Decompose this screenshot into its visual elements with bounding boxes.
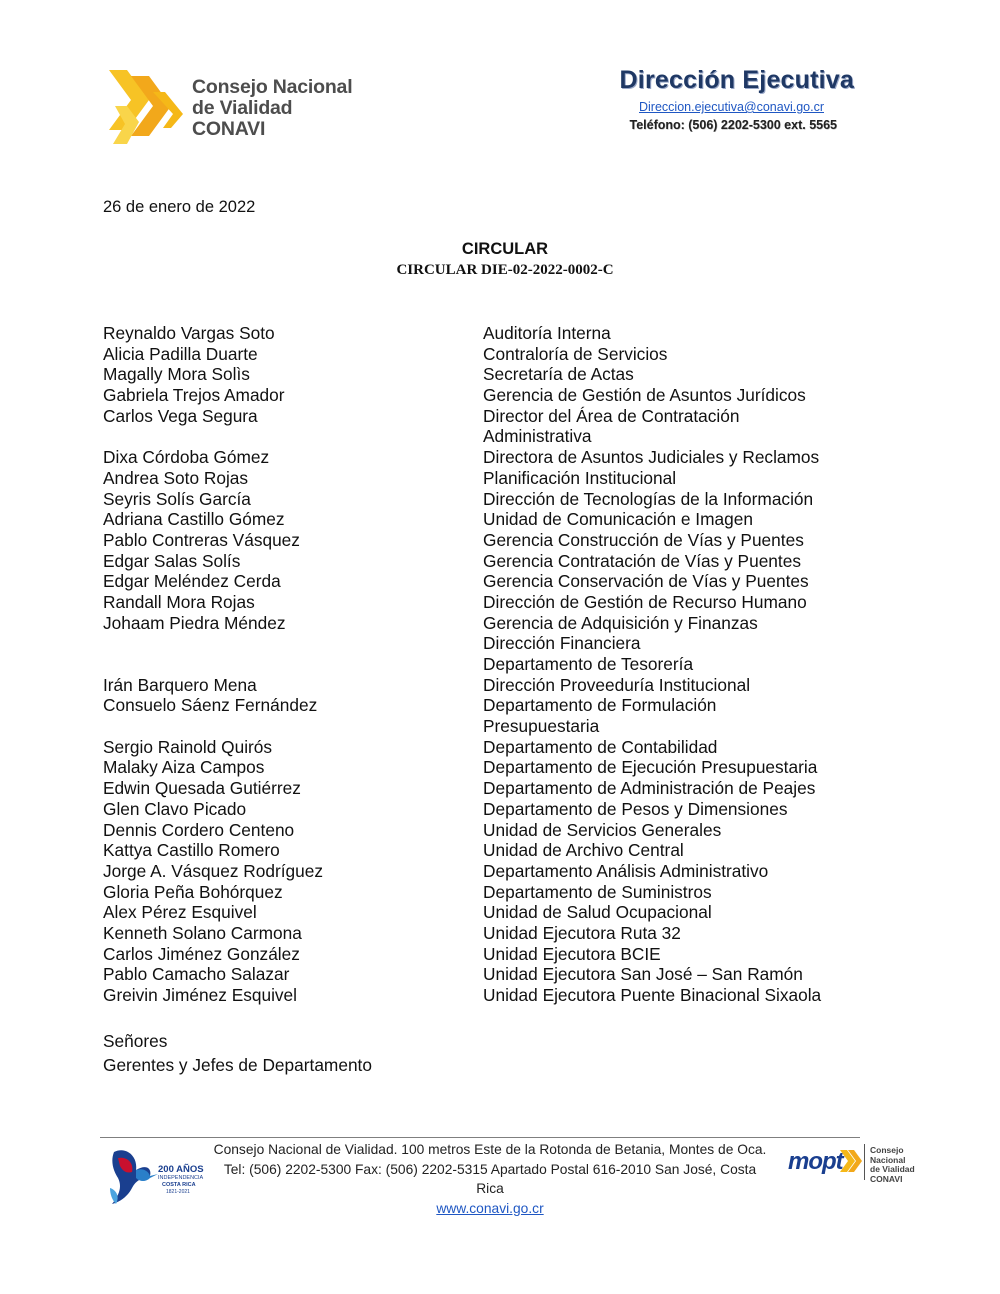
- recipient-name: Reynaldo Vargas Soto: [103, 323, 275, 343]
- recipient-unit: Dirección de Gestión de Recurso Humano: [483, 591, 807, 612]
- recipient-unit: Auditoría Interna: [483, 323, 611, 343]
- salutation: [103, 1030, 372, 1077]
- recipient-name: Edgar Meléndez Cerda: [103, 571, 281, 592]
- mopt-logo: [786, 1142, 936, 1182]
- recipient-name: Edgar Salas Solís: [103, 550, 241, 571]
- recipient-unit: Unidad Ejecutora San José – San Ramón: [483, 964, 803, 985]
- recipient-name: Randall Mora Rojas: [103, 591, 255, 612]
- recipient-unit: Gerencia Conservación de Vías y Puentes: [483, 571, 809, 592]
- recipient-unit: Unidad de Archivo Central: [483, 840, 684, 861]
- mopt-divider: [864, 1144, 865, 1180]
- mini-logo-line-3: CONAVI: [870, 1173, 903, 1184]
- recipient-name: Alex Pérez Esquivel: [103, 902, 257, 923]
- document-heading: CIRCULAR: [461, 240, 549, 258]
- recipient-name: [103, 716, 453, 737]
- recipient-unit: Departamento de Pesos y Dimensiones: [483, 798, 788, 819]
- mini-logo-line-2: de Vialidad: [870, 1164, 915, 1174]
- recipient-name: Malaky Aiza Campos: [103, 757, 265, 778]
- logo-line-1: Consejo Nacional: [192, 76, 353, 98]
- footer-website-link[interactable]: www.conavi.go.cr: [436, 1200, 544, 1216]
- bicentennial-logo: [106, 1138, 214, 1210]
- logo-line-2: de Vialidad: [192, 97, 293, 119]
- bicentennial-line-3: COSTA RICA: [162, 1182, 196, 1188]
- footer-address: [210, 1140, 770, 1218]
- recipient-units-column: [483, 323, 863, 1006]
- recipient-name: Kattya Castillo Romero: [103, 840, 280, 861]
- recipient-unit: Unidad de Servicios Generales: [483, 819, 722, 840]
- recipient-name: Consuelo Sáenz Fernández: [103, 695, 318, 716]
- header-email-link[interactable]: Direccion.ejecutiva@conavi.go.cr: [639, 100, 824, 114]
- footer-line-2: Tel: (506) 2202-5300 Fax: (506) 2202-5315 Apartado Postal 616-2010 San José, Costa Rica: [223, 1161, 757, 1196]
- footer-line-1: Consejo Nacional de Vialidad. 100 metros Este de la Rotonda de Betania, Montes de Oca.: [213, 1142, 767, 1157]
- recipient-unit: Departamento de Formulación: [483, 695, 717, 716]
- document-reference: CIRCULAR DIE-02-2022-0002-C: [396, 262, 614, 278]
- recipient-name: Irán Barquero Mena: [103, 674, 257, 695]
- recipient-unit: Unidad Ejecutora Ruta 32: [483, 922, 681, 943]
- recipient-name: Gabriela Trejos Amador: [103, 385, 285, 406]
- recipient-unit: Departamento de Tesorería: [483, 654, 694, 674]
- recipient-unit: Administrativa: [483, 426, 592, 447]
- recipient-name: Kenneth Solano Carmona: [103, 922, 302, 943]
- recipient-unit: Gerencia de Adquisición y Finanzas: [483, 612, 758, 633]
- recipient-name: Glen Clavo Picado: [103, 798, 247, 819]
- recipient-unit: Departamento Análisis Administrativo: [483, 860, 769, 881]
- recipient-name: Andrea Soto Rojas: [103, 467, 249, 488]
- mopt-chevron-icon: [840, 1148, 862, 1174]
- recipient-name: Johaam Piedra Méndez: [103, 612, 286, 633]
- recipient-name: Edwin Quesada Gutiérrez: [103, 778, 301, 799]
- recipient-unit: Gerencia Contratación de Vías y Puentes: [483, 550, 801, 571]
- recipient-unit: Directora de Asuntos Judiciales y Reclamos: [483, 447, 820, 468]
- recipient-name: Magally Mora Solìs: [103, 364, 250, 385]
- mopt-wordmark: mopt: [788, 1148, 843, 1175]
- recipient-names-column: [103, 323, 453, 1006]
- document-date: 26 de enero de 2022: [103, 198, 256, 216]
- recipient-name: Sergio Rainold Quirós: [103, 736, 273, 757]
- recipient-unit: Departamento de Ejecución Presupuestaria: [483, 757, 818, 778]
- recipient-name: Pablo Camacho Salazar: [103, 964, 290, 985]
- recipient-name: Carlos Jiménez González: [103, 943, 300, 964]
- recipient-unit: Departamento de Administración de Peajes: [483, 778, 816, 799]
- header-phone: Teléfono: (506) 2202-5300 ext. 5565: [629, 118, 837, 132]
- recipient-name: [103, 426, 453, 447]
- recipient-name: Adriana Castillo Gómez: [103, 509, 285, 530]
- recipient-unit: Departamento de Contabilidad: [483, 736, 718, 757]
- mini-conavi-text: [870, 1146, 936, 1184]
- recipient-unit: Departamento de Suministros: [483, 881, 712, 902]
- recipient-unit: Unidad de Salud Ocupacional: [483, 902, 712, 923]
- recipient-unit: Director del Área de Contratación: [483, 405, 740, 426]
- recipient-unit: Contraloría de Servicios: [483, 343, 668, 364]
- logo-line-3: CONAVI: [192, 118, 266, 140]
- mini-logo-line-1: Consejo Nacional: [870, 1145, 906, 1165]
- salutation-line-2: Gerentes y Jefes de Departamento: [103, 1054, 372, 1075]
- recipient-name: Pablo Contreras Vásquez: [103, 529, 300, 550]
- recipient-name: [103, 633, 453, 654]
- recipient-unit: Planificación Institucional: [483, 467, 677, 488]
- recipient-unit: Unidad Ejecutora Puente Binacional Sixaola: [483, 985, 822, 1005]
- recipient-unit: Unidad Ejecutora BCIE: [483, 943, 661, 964]
- recipient-name: Carlos Vega Segura: [103, 405, 258, 426]
- header-title: Dirección Ejecutiva: [619, 66, 854, 94]
- recipient-unit: Presupuestaria: [483, 716, 600, 737]
- recipient-name: Dixa Córdoba Gómez: [103, 447, 270, 468]
- recipient-unit: Dirección Financiera: [483, 633, 641, 654]
- recipient-name: Jorge A. Vásquez Rodríguez: [103, 860, 323, 881]
- salutation-line-1: Señores: [103, 1031, 168, 1051]
- recipient-unit: Dirección de Tecnologías de la Información: [483, 488, 814, 509]
- conavi-logo-text: [192, 77, 352, 140]
- conavi-chevron-icon: [105, 66, 195, 148]
- recipient-unit: Dirección Proveeduría Institucional: [483, 674, 751, 695]
- recipient-unit: Unidad de Comunicación e Imagen: [483, 509, 753, 530]
- recipient-name: Dennis Cordero Centeno: [103, 819, 295, 840]
- bicentennial-line-4: 1821-2021: [166, 1189, 190, 1195]
- recipient-unit: Gerencia Construcción de Vías y Puentes: [483, 529, 804, 550]
- recipient-name: Gloria Peña Bohórquez: [103, 881, 283, 902]
- recipient-unit: Gerencia de Gestión de Asuntos Jurídicos: [483, 385, 806, 406]
- recipient-name: Alicia Padilla Duarte: [103, 343, 258, 364]
- footer-divider: [100, 1137, 860, 1138]
- bicentennial-line-1: 200 AÑOS: [158, 1164, 204, 1175]
- recipient-name: [103, 654, 453, 675]
- recipient-name: Greivin Jiménez Esquivel: [103, 985, 298, 1005]
- recipient-name: Seyris Solís García: [103, 488, 251, 509]
- bicentennial-line-2: INDEPENDENCIA: [158, 1175, 204, 1181]
- recipient-unit: Secretaría de Actas: [483, 364, 634, 385]
